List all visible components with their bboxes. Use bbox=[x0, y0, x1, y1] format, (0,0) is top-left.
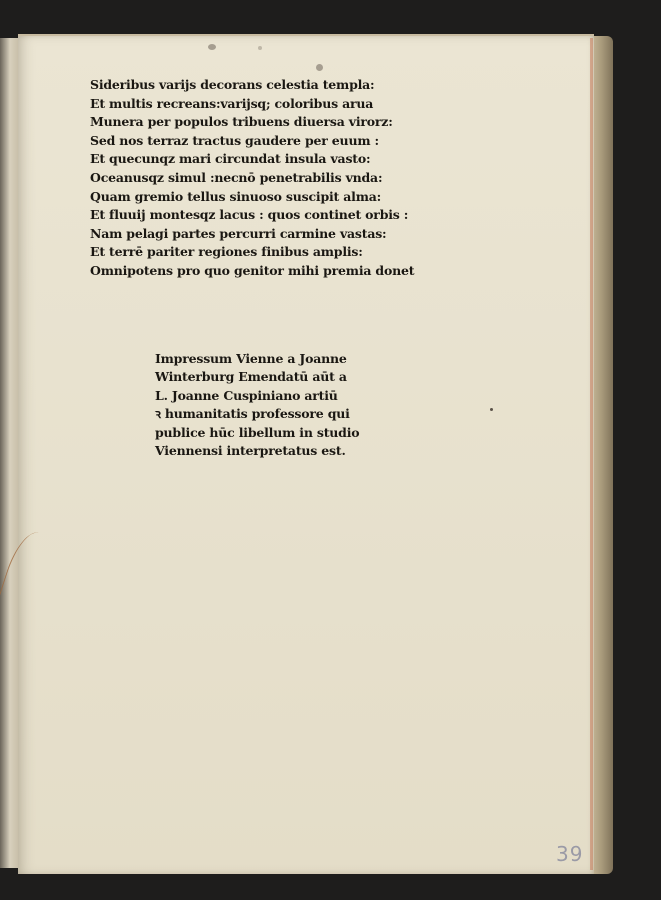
colophon-block bbox=[155, 350, 359, 460]
book-left-edge bbox=[0, 38, 19, 868]
colophon-line: Winterburg Emendatū aūt a bbox=[155, 369, 347, 385]
colophon-line: publice hūc libellum in studio bbox=[155, 424, 360, 440]
colophon-line: ꝛ humanitatis professore qui bbox=[155, 406, 350, 422]
verse-line: Et quecunqz mari circundat insula vasto: bbox=[90, 151, 371, 167]
colophon-line: L. Joanne Cuspiniano artiū bbox=[155, 387, 338, 403]
verse-line: Oceanusqz simul :necnō penetrabilis vnda: bbox=[90, 169, 383, 185]
page-red-edge bbox=[590, 38, 593, 870]
folio-number: 39 bbox=[556, 842, 584, 866]
colophon-line: Impressum Vienne a Joanne bbox=[155, 351, 347, 366]
colophon-line: Viennensi interpretatus est. bbox=[155, 443, 346, 459]
ink-dot bbox=[490, 408, 493, 411]
verse-line: Omnipotens pro quo genitor mihi premia donet bbox=[90, 262, 415, 278]
ink-stain bbox=[316, 64, 323, 71]
verse-line: Et multis recreans:varijsq; coloribus arua bbox=[90, 95, 374, 111]
ink-stain bbox=[258, 46, 262, 50]
verse-line: Sideribus varijs decorans celestia templa: bbox=[90, 77, 375, 92]
book-page bbox=[18, 34, 594, 874]
verse-block bbox=[90, 76, 414, 281]
verse-line: Munera per populos tribuens diuersa virorz: bbox=[90, 114, 393, 130]
verse-line: Quam gremio tellus sinuoso suscipit alma: bbox=[90, 188, 382, 204]
verse-line: Et terrē pariter regiones finibus amplis: bbox=[90, 244, 363, 260]
verse-line: Et fluuij montesqz lacus : quos continet orbis : bbox=[90, 207, 409, 223]
verse-line: Nam pelagi partes percurri carmine vastas: bbox=[90, 225, 387, 241]
verse-line: Sed nos terraz tractus gaudere per euum : bbox=[90, 132, 379, 148]
ink-stain bbox=[208, 44, 216, 50]
